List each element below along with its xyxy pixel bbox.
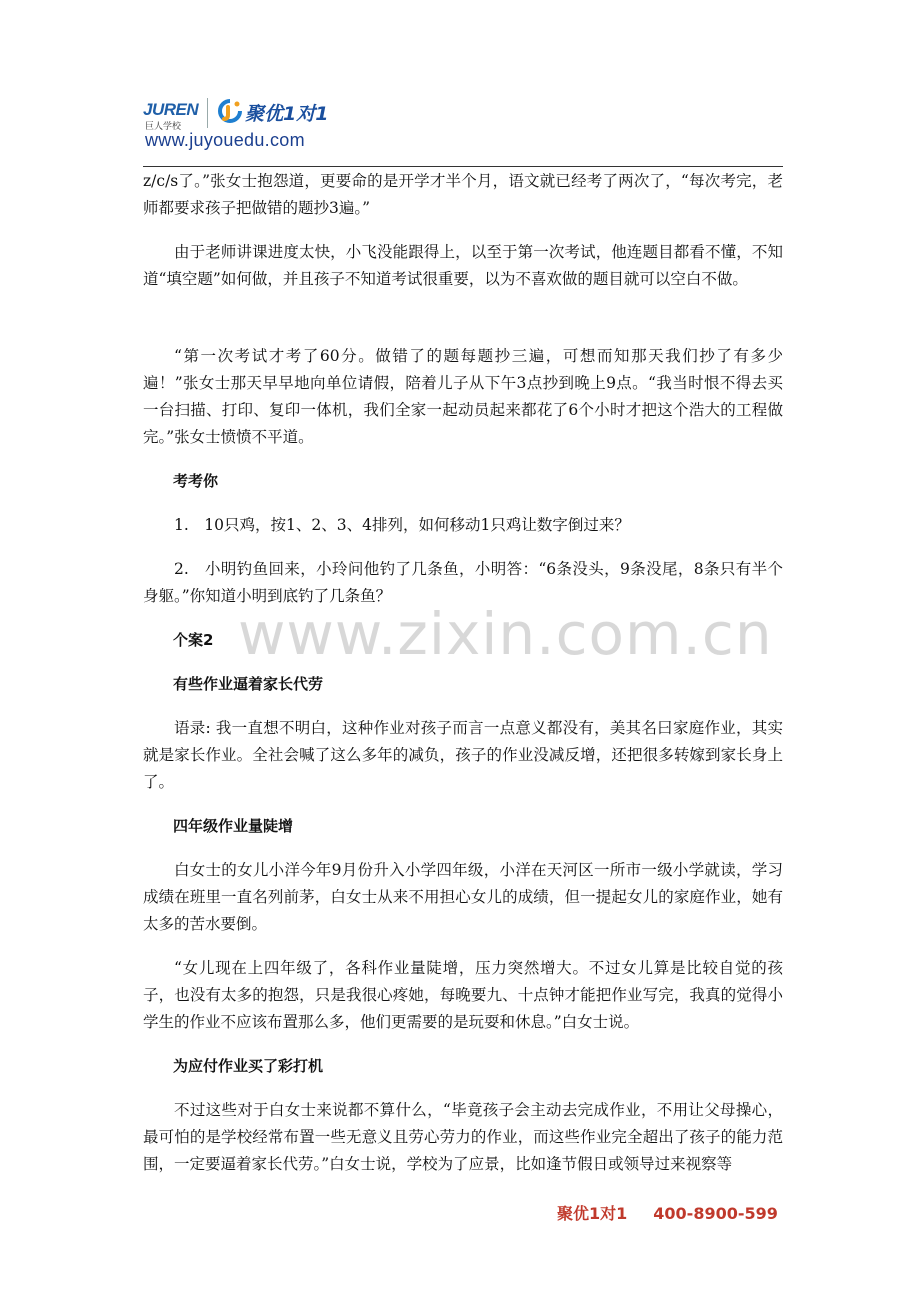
- section-heading: 为应付作业买了彩打机: [173, 1057, 324, 1075]
- document-body: [143, 168, 783, 1195]
- section-heading: 有些作业逼着家长代劳: [173, 675, 324, 693]
- site-url: www.juyouedu.com: [145, 130, 305, 150]
- header-rule: [143, 166, 783, 167]
- body-paragraph: 白女士的女儿小洋今年9月份升入小学四年级，小洋在天河区一所市一级小学就读，学习成绩在班里一直名列前茅，白女士从来不用担心女儿的成绩，但一提起女儿的家庭作业，她有太多的苦水要倒。: [143, 861, 783, 933]
- body-paragraph: z/c/s了。”张女士抱怨道，更要命的是开学才半个月，语文就已经考了两次了，“每次考完，老师都要求孩子把做错的题抄3遍。”: [143, 172, 783, 217]
- section-heading: 个案2: [173, 631, 214, 649]
- body-paragraph: 2. 小明钓鱼回来，小玲问他钓了几条鱼，小明答：“6条没头，9条没尾，8条只有半个身躯。”你知道小明到底钓了几条鱼？: [143, 560, 783, 605]
- juren-logo-text: JUREN: [143, 100, 199, 119]
- juren-logo-subtext: 巨人学校: [145, 122, 182, 132]
- juyou-logo-icon: [217, 98, 243, 126]
- section-heading: 四年级作业量陡增: [173, 817, 294, 835]
- body-paragraph: 不过这些对于白女士来说都不算什么，“毕竟孩子会主动去完成作业，不用让父母操心，最可怕的是学校经常布置一些无意义且劳心劳力的作业，而这些作业完全超出了孩子的能力范围，一定要逼着家长代劳。”白女士说，学校为了应景，比如逢节假日或领导过来视察等: [143, 1101, 783, 1173]
- juren-logo: [143, 100, 199, 132]
- logo-divider: [207, 98, 208, 128]
- paragraph-gap: [143, 310, 783, 343]
- section-heading: 考考你: [173, 472, 219, 490]
- body-paragraph: 由于老师讲课进度太快，小飞没能跟得上，以至于第一次考试，他连题目都看不懂，不知道“填空题”如何做，并且孩子不知道考试很重要，以为不喜欢做的题目就可以空白不做。: [143, 243, 783, 288]
- watermark-text: www.zixin.com.cn: [238, 600, 773, 668]
- juyou-logo-text: 聚优1对1: [245, 103, 329, 125]
- body-paragraph: “女儿现在上四年级了，各科作业量陡增，压力突然增大。不过女儿算是比较自觉的孩子，也没有太多的抱怨，只是我很心疼她，每晚要九、十点钟才能把作业写完，我真的觉得小学生的作业不应该布置那么多，他们更需要的是玩耍和休息。”白女士说。: [143, 959, 783, 1031]
- footer-brand: 聚优1对1: [557, 1204, 628, 1223]
- body-paragraph: 1. 10只鸡，按1、2、3、4排列，如何移动1只鸡让数字倒过来？: [174, 516, 630, 534]
- page-header: [143, 96, 783, 154]
- footer-phone: 400-8900-599: [653, 1204, 778, 1223]
- body-paragraph: 语录: 我一直想不明白，这种作业对孩子而言一点意义都没有，美其名曰家庭作业，其实就是家长作业。全社会喊了这么多年的减负，孩子的作业没减反增，还把很多转嫁到家长身上了。: [143, 719, 783, 791]
- body-paragraph: “第一次考试才考了60分。做错了的题每题抄三遍，可想而知那天我们抄了有多少遍！”张女士那天早早地向单位请假，陪着儿子从下午3点抄到晚上9点。“我当时恨不得去买一台扫描、打印、复印一体机，我们全家一起动员起来都花了6个小时才把这个浩大的工程做完。”张女士愤愤不平道。: [143, 347, 783, 446]
- page-footer: [557, 1201, 778, 1224]
